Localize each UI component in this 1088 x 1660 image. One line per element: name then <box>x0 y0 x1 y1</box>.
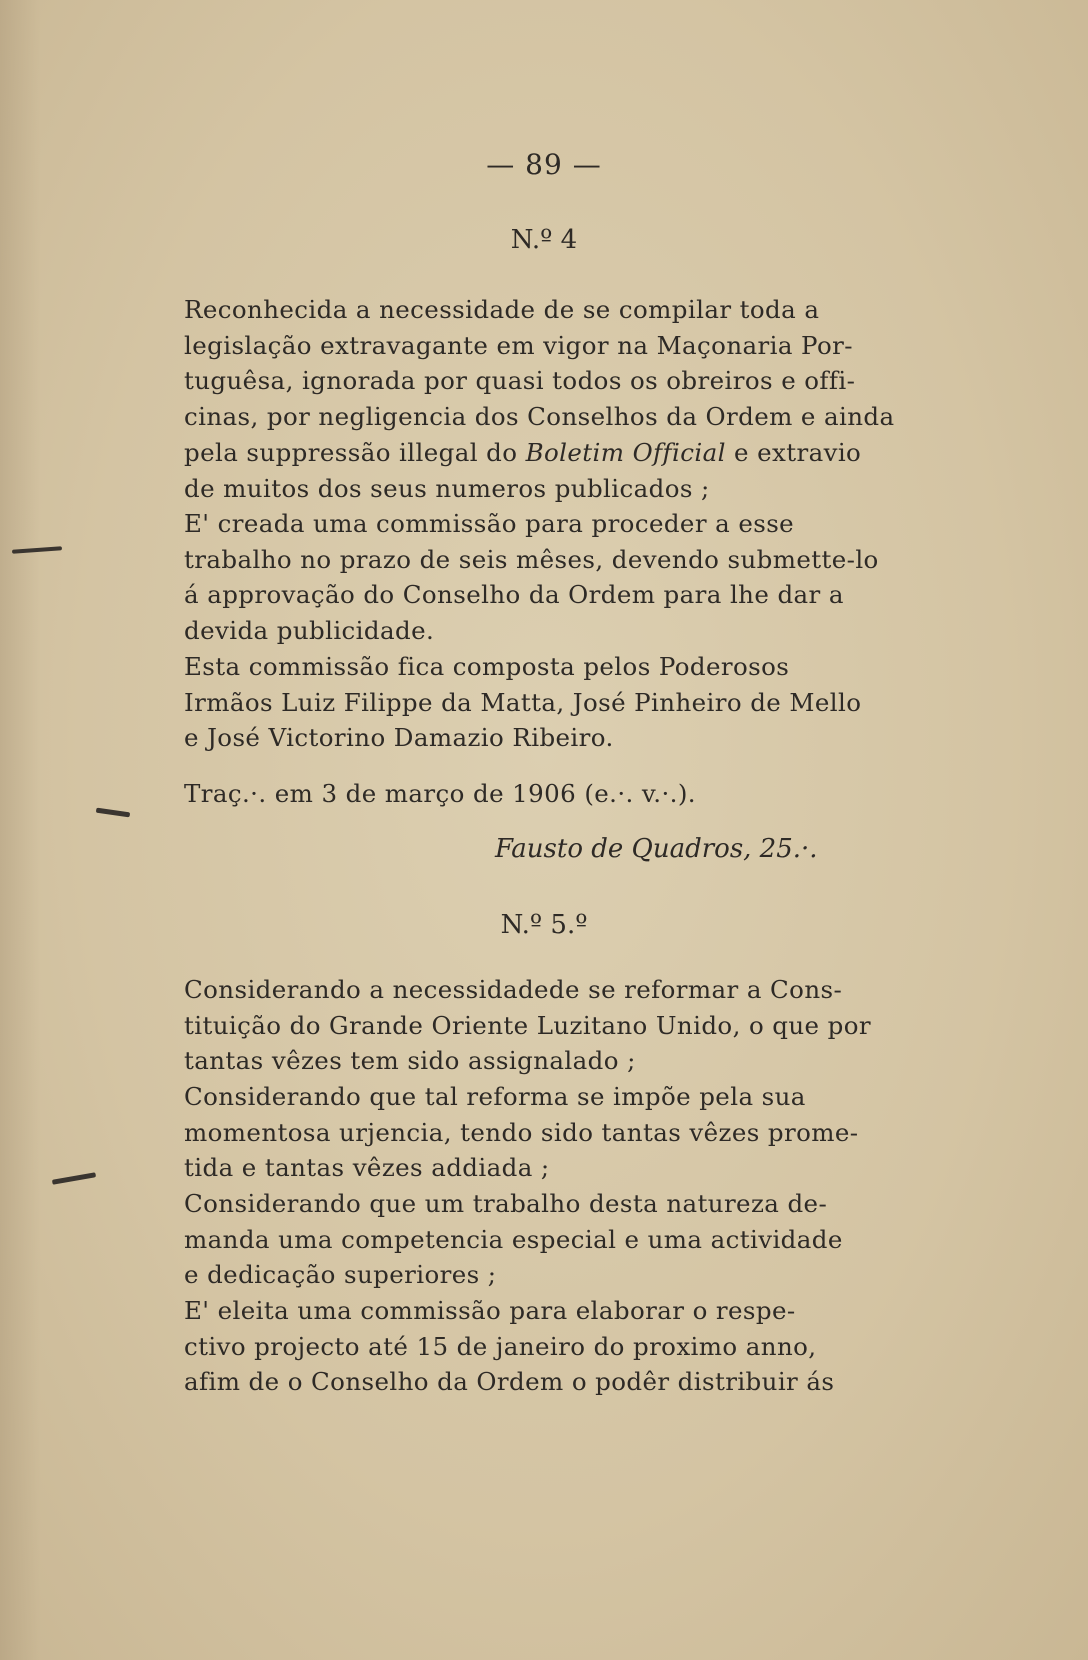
section-4-paragraph-1: Reconhecida a necessidade de se compilar toda a legislação extravagante em vigor na Maçonaria Por- tuguêsa, ignorada por quasi todos os obreiros e offi- cinas, por negligencia dos Conselhos da Ordem e ainda pela suppressão illegal do Boletim Official e extravio de muitos dos seus numeros publicados ; <box>184 295 895 503</box>
margin-ink-mark <box>52 1172 96 1185</box>
boletim-official-title: Boletim Official <box>525 437 726 467</box>
section-5-paragraph-3: Considerando que um trabalho desta natureza de- manda uma competencia especial e uma actividade e dedicação superiores ; <box>184 1189 843 1290</box>
section-4-heading: N.º 4 <box>510 225 578 255</box>
section-5-paragraph-4: E' eleita uma commissão para elaborar o respe- ctivo projecto até 15 de janeiro do proximo anno, afim de o Conselho da Ordem o podêr distribuir ás <box>184 1296 835 1397</box>
section-5-paragraph-2: Considerando que tal reforma se impõe pela sua momentosa urjencia, tendo sido tantas vêzes prome- tida e tantas vêzes addiada ; <box>184 1082 859 1183</box>
signature-line: Fausto de Quadros, 25.·. <box>495 834 818 864</box>
section-4-paragraph-2: E' creada uma commissão para proceder a esse trabalho no prazo de seis mêses, devendo submette-lo á approvação do Conselho da Ordem para lhe dar a devida publicidade. <box>184 509 879 646</box>
section-4-date-line: Traç.·. em 3 de março de 1906 (e.·. v.·.). <box>184 779 696 808</box>
section-5-heading: N.º 5.º <box>500 910 588 940</box>
page-number: — 89 — <box>486 148 602 181</box>
margin-ink-mark <box>96 808 130 818</box>
section-5-paragraph-1: Considerando a necessidadede se reformar a Cons- tituição do Grande Oriente Luzitano Unido, o que por tantas vêzes tem sido assignalado ; <box>184 975 871 1076</box>
section-4-paragraph-3: Esta commissão fica composta pelos Poderosos Irmãos Luiz Filippe da Matta, José Pinheiro de Mello e José Victorino Damazio Ribeiro. <box>184 652 862 753</box>
